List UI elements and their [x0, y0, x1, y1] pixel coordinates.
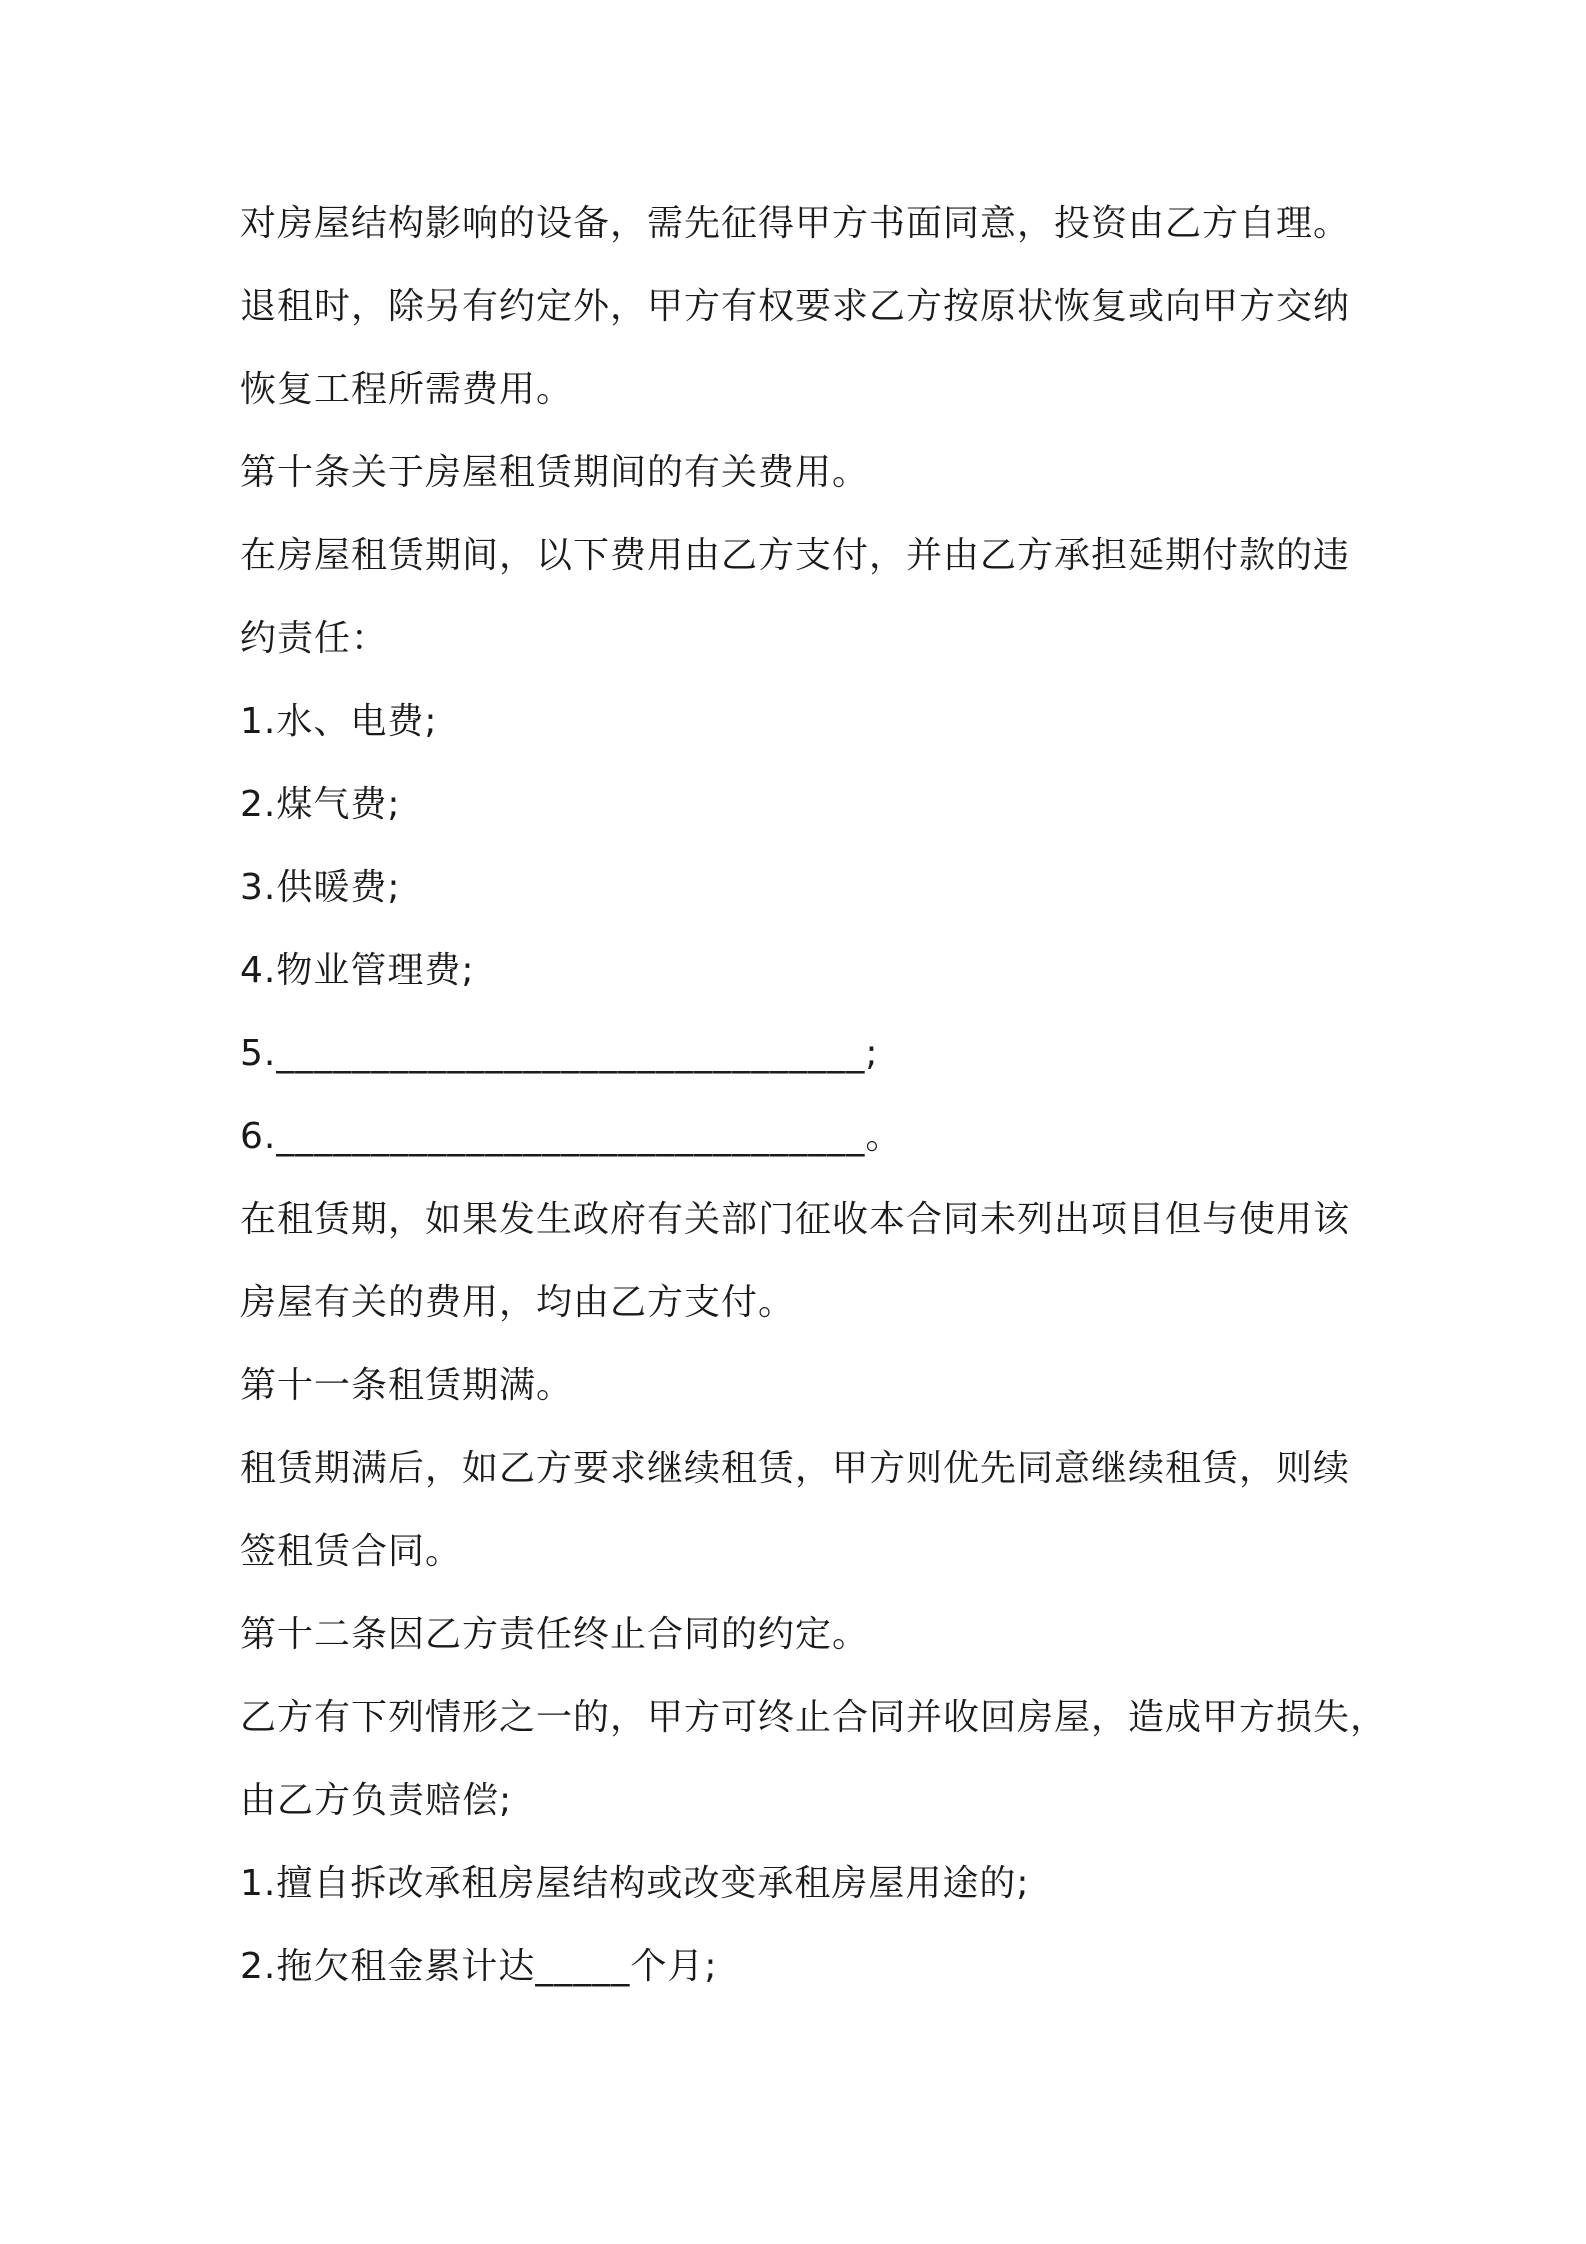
article-heading: 第十一条租赁期满。 [240, 1365, 574, 1406]
article-heading: 第十条关于房屋租赁期间的有关费用。 [240, 452, 870, 493]
list-item: 1.擅自拆改承租房屋结构或改变承租房屋用途的; [240, 1863, 1030, 1904]
list-item-blank: 6._______________________________。 [240, 1116, 903, 1157]
text-line: 在租赁期，如果发生政府有关部门征收本合同未列出项目但与使用该 [240, 1199, 1351, 1240]
list-item: 3.供暖费; [240, 867, 401, 908]
text-line: 由乙方负责赔偿; [240, 1780, 513, 1821]
list-item: 2.拖欠租金累计达_____个月; [240, 1946, 718, 1987]
list-item: 4.物业管理费; [240, 950, 475, 991]
article-heading: 第十二条因乙方责任终止合同的约定。 [240, 1614, 870, 1655]
text-line: 对房屋结构影响的设备，需先征得甲方书面同意，投资由乙方自理。 [240, 203, 1351, 244]
list-item-blank: 5._______________________________; [240, 1033, 879, 1074]
text-line: 房屋有关的费用，均由乙方支付。 [240, 1282, 796, 1323]
text-line: 乙方有下列情形之一的，甲方可终止合同并收回房屋，造成甲方损失， [240, 1697, 1388, 1738]
text-line: 恢复工程所需费用。 [240, 369, 574, 410]
text-line: 签租赁合同。 [240, 1531, 463, 1572]
text-line: 租赁期满后，如乙方要求继续租赁，甲方则优先同意继续租赁，则续 [240, 1448, 1351, 1489]
list-item: 1.水、电费; [240, 701, 438, 742]
list-item: 2.煤气费; [240, 784, 401, 825]
text-line: 退租时，除另有约定外，甲方有权要求乙方按原状恢复或向甲方交纳 [240, 286, 1351, 327]
text-line: 在房屋租赁期间，以下费用由乙方支付，并由乙方承担延期付款的违 [240, 535, 1351, 576]
document-page [240, 196, 1388, 2022]
text-line: 约责任： [240, 618, 389, 659]
